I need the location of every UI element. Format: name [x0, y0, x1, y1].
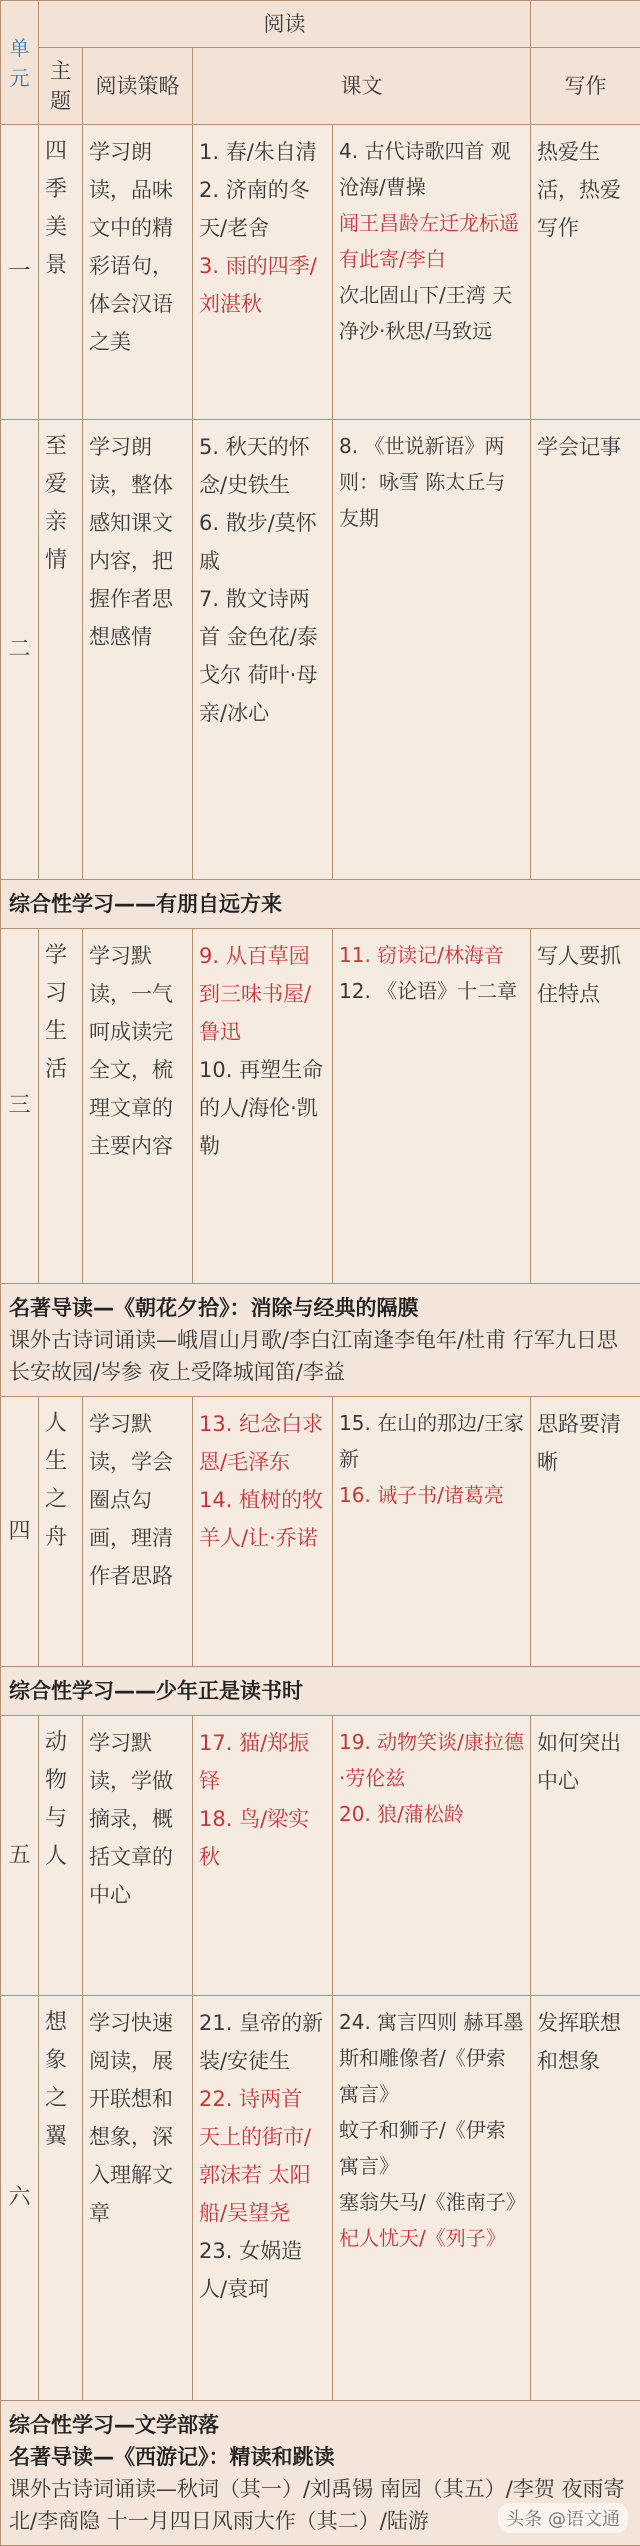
- unit-2-writing: 学会记事: [531, 420, 640, 880]
- strategy-header: 阅读策略: [83, 48, 193, 125]
- unit-6-writing: 发挥联想和想象: [531, 1996, 640, 2401]
- guide-title: 名著导读—《朝花夕拾》：消除与经典的隔膜: [9, 1292, 632, 1324]
- unit-3-writing: 写人要抓住特点: [531, 929, 640, 1284]
- unit-6-strategy: 学习快速阅读，展开联想和想象，深入理解文章: [83, 1996, 193, 2401]
- unit-4-texts-right: [333, 1397, 531, 1667]
- unit-2-texts-left: [193, 420, 333, 880]
- empty-header-cell: [531, 1, 640, 48]
- text-item: 22. 诗两首 天上的街市/郭沫若 太阳船/吴望尧: [199, 2080, 326, 2232]
- unit-2-theme: 至爱亲情: [39, 420, 83, 880]
- unit-header: 单元: [1, 1, 39, 125]
- theme-header: 主题: [39, 48, 83, 125]
- unit-4-texts-left: [193, 1397, 333, 1667]
- text-item: 次北固山下/王湾 天净沙·秋思/马致远: [339, 277, 524, 349]
- unit-3-number: 三: [1, 929, 39, 1284]
- text-item: 10. 再塑生命的人/海伦·凯勒: [199, 1051, 326, 1165]
- text-item: 杞人忧天/《列子》: [339, 2220, 524, 2256]
- unit-5-texts-left: [193, 1716, 333, 1996]
- text-item: 20. 狼/蒲松龄: [339, 1796, 524, 1832]
- text-item: 闻王昌龄左迁龙标遥有此寄/李白: [339, 205, 524, 277]
- unit-4-strategy: 学习默读，学会圈点勾画，理清作者思路: [83, 1397, 193, 1667]
- text-item: 4. 古代诗歌四首 观沧海/曹操: [339, 133, 524, 205]
- text-item: 21. 皇帝的新装/安徒生: [199, 2004, 326, 2080]
- reading-header: 阅读: [39, 1, 531, 48]
- unit-1-theme: 四季美景: [39, 125, 83, 420]
- text-item: 9. 从百草园到三味书屋/鲁迅: [199, 937, 326, 1051]
- text-item: 塞翁失马/《淮南子》: [339, 2184, 524, 2220]
- unit-3-theme: 学习生活: [39, 929, 83, 1284]
- unit-1-number: 一: [1, 125, 39, 420]
- unit-5-strategy: 学习默读，学做摘录，概括文章的中心: [83, 1716, 193, 1996]
- section-comprehensive-1: 综合性学习——有朋自远方来: [1, 880, 640, 929]
- unit-1-texts-left: [193, 125, 333, 420]
- writing-header: 写作: [531, 48, 640, 125]
- unit-3-texts-right: [333, 929, 531, 1284]
- text-item: 7. 散文诗两首 金色花/泰戈尔 荷叶·母亲/冰心: [199, 580, 326, 732]
- unit-5-writing: 如何突出中心: [531, 1716, 640, 1996]
- poem-list: 课外古诗词诵读—峨眉山月歌/李白江南逢李龟年/杜甫 行军九日思长安故园/岑参 夜上受降城闻笛/李益: [9, 1324, 632, 1388]
- section-comprehensive-2: 综合性学习——少年正是读书时: [1, 1667, 640, 1716]
- unit-6-texts-right: [333, 1996, 531, 2401]
- texts-header: 课文: [193, 48, 531, 125]
- unit-3-strategy: 学习默读，一气呵成读完全文，梳理文章的主要内容: [83, 929, 193, 1284]
- unit-4-theme: 人生之舟: [39, 1397, 83, 1667]
- text-item: 17. 猫/郑振铎: [199, 1724, 326, 1800]
- text-item: 16. 诫子书/诸葛亮: [339, 1477, 524, 1513]
- unit-4-writing: 思路要清晰: [531, 1397, 640, 1667]
- text-item: 6. 散步/莫怀戚: [199, 504, 326, 580]
- final-poems: 课外古诗词诵读—秋词（其一）/刘禹锡 南园（其五）/李贺 夜雨寄北/李商隐 十一月四日风雨大作（其二）/陆游: [9, 2473, 632, 2537]
- unit-6-texts-left: [193, 1996, 333, 2401]
- text-item: 2. 济南的冬天/老舍: [199, 171, 326, 247]
- section-reading-guide-1: [1, 1284, 640, 1397]
- unit-6-theme: 想象之翼: [39, 1996, 83, 2401]
- text-item: 24. 寓言四则 赫耳墨斯和雕像者/《伊索寓言》: [339, 2004, 524, 2112]
- text-item: 23. 女娲造人/袁珂: [199, 2232, 326, 2308]
- final-reading-guide: 名著导读—《西游记》：精读和跳读: [9, 2441, 632, 2473]
- unit-4-number: 四: [1, 1397, 39, 1667]
- text-item: 12. 《论语》十二章: [339, 973, 524, 1009]
- unit-2-strategy: 学习朗读，整体感知课文内容，把握作者思想感情: [83, 420, 193, 880]
- unit-5-texts-right: [333, 1716, 531, 1996]
- text-item: 3. 雨的四季/刘湛秋: [199, 247, 326, 323]
- text-item: 1. 春/朱自清: [199, 133, 326, 171]
- unit-2-number: 二: [1, 420, 39, 880]
- text-item: 蚊子和狮子/《伊索寓言》: [339, 2112, 524, 2184]
- final-comprehensive: 综合性学习—文学部落: [9, 2409, 632, 2441]
- unit-6-number: 六: [1, 1996, 39, 2401]
- text-item: 14. 植树的牧羊人/让·乔诺: [199, 1481, 326, 1557]
- text-item: 15. 在山的那边/王家新: [339, 1405, 524, 1477]
- text-item: 19. 动物笑谈/康拉德·劳伦兹: [339, 1724, 524, 1796]
- unit-1-writing: 热爱生活，热爱写作: [531, 125, 640, 420]
- unit-1-strategy: 学习朗读，品味文中的精彩语句，体会汉语之美: [83, 125, 193, 420]
- text-item: 5. 秋天的怀念/史铁生: [199, 428, 326, 504]
- unit-1-texts-right: [333, 125, 531, 420]
- text-item: 18. 鸟/梁实秋: [199, 1800, 326, 1876]
- text-item: 11. 窃读记/林海音: [339, 937, 524, 973]
- unit-5-theme: 动物与人: [39, 1716, 83, 1996]
- text-item: 13. 纪念白求恩/毛泽东: [199, 1405, 326, 1481]
- unit-3-texts-left: [193, 929, 333, 1284]
- unit-5-number: 五: [1, 1716, 39, 1996]
- unit-2-texts-right: [333, 420, 531, 880]
- watermark: 头条 @语文通: [498, 2503, 628, 2533]
- text-item: 8. 《世说新语》两则：咏雪 陈太丘与友期: [339, 428, 524, 536]
